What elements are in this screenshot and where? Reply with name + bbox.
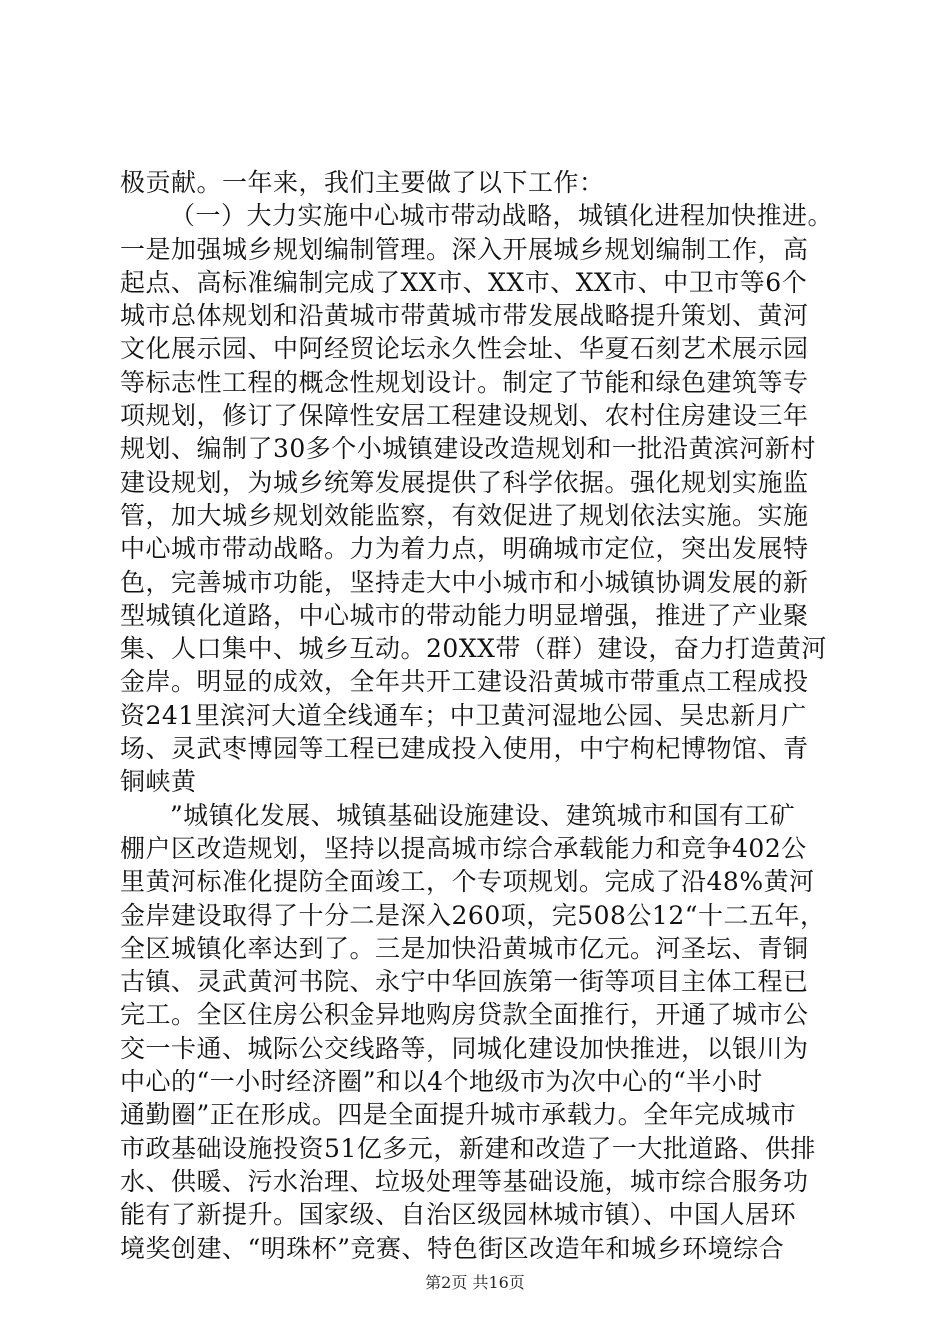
- text-line: 项规划，修订了保障性安居工程建设规划、农村住房建设三年: [120, 401, 809, 431]
- text-line: 色，完善城市功能，坚持走大中小城市和小城镇协调发展的新: [120, 567, 809, 597]
- text-line: 全区城镇化率达到了。三是加快沿黄城市亿元。河圣坛、青铜: [120, 933, 809, 963]
- text-line: 金岸。明显的成效，全年共开工建设沿黄城市带重点工程成投: [120, 667, 809, 697]
- text-line: （一）大力实施中心城市带动战略，城镇化进程加快推进。: [170, 201, 834, 231]
- text-line: 通勤圈”正在形成。四是全面提升城市承载力。全年完成城市: [120, 1100, 797, 1130]
- text-line: 文化展示园、中阿经贸论坛永久性会址、华夏石刻艺术展示园: [120, 334, 809, 364]
- text-line: 建设规划，为城乡统筹发展提供了科学依据。强化规划实施监: [120, 467, 809, 497]
- page-number: 第2页 共16页: [425, 1273, 525, 1292]
- text-line: 完工。全区住房公积金异地购房贷款全面推行，开通了城市公: [120, 1000, 809, 1030]
- text-line: 古镇、灵武黄河书院、永宁中华回族第一街等项目主体工程已: [120, 967, 809, 997]
- text-line: 资241里滨河大道全线通车；中卫黄河湿地公园、吴忠新月广: [120, 700, 807, 730]
- text-line: 起点、高标准编制完成了XX市、XX市、XX市、中卫市等6个: [120, 267, 808, 297]
- text-line: 场、灵武枣博园等工程已建成投入使用，中宁枸杞博物馆、青: [120, 734, 809, 764]
- text-line: 管，加大城乡规划效能监察，有效促进了规划依法实施。实施: [120, 500, 809, 530]
- text-line: 市政基础设施投资51亿多元，新建和改造了一大批道路、供排: [120, 1133, 816, 1163]
- text-line: 规划、编制了30多个小城镇建设改造规划和一批沿黄滨河新村: [120, 434, 816, 464]
- text-line: 里黄河标准化提防全面竣工，个专项规划。完成了沿48%黄河: [120, 867, 815, 897]
- text-line: 中心的“一小时经济圈”和以4个地级市为次中心的“半小时: [120, 1067, 763, 1097]
- text-line: 型城镇化道路，中心城市的带动能力明显增强，推进了产业聚: [120, 600, 809, 630]
- text-line: 等标志性工程的概念性规划设计。制定了节能和绿色建筑等专: [120, 367, 809, 397]
- text-line: 城市总体规划和沿黄城市带黄城市带发展战略提升策划、黄河: [120, 301, 809, 331]
- text-line: 境奖创建、“明珠杯”竞赛、特色街区改造年和城乡环境综合: [120, 1233, 785, 1263]
- text-line: 铜峡黄: [120, 767, 197, 797]
- text-line: ”城镇化发展、城镇基础设施建设、建筑城市和国有工矿: [170, 800, 796, 830]
- text-line: 金岸建设取得了十分二是深入260项，完508公12“十二五年，: [120, 900, 826, 930]
- text-line: 极贡献。一年来，我们主要做了以下工作：: [120, 168, 605, 197]
- text-line: 交一卡通、城际公交线路等，同城化建设加快推进，以银川为: [120, 1033, 809, 1063]
- document-body: [120, 166, 840, 1265]
- text-line: 集、人口集中、城乡互动。20XX带（群）建设，奋力打造黄河: [120, 634, 827, 664]
- text-line: 中心城市带动战略。力为着力点，明确城市定位，突出发展特: [120, 534, 809, 564]
- text-line: 棚户区改造规划，坚持以提高城市综合承载能力和竞争402公: [120, 833, 807, 863]
- text-line: 一是加强城乡规划编制管理。深入开展城乡规划编制工作，高: [120, 234, 809, 264]
- text-line: 水、供暖、污水治理、垃圾处理等基础设施，城市综合服务功: [120, 1166, 809, 1196]
- text-line: 能有了新提升。国家级、自治区级园林城市镇）、中国人居环: [120, 1200, 797, 1230]
